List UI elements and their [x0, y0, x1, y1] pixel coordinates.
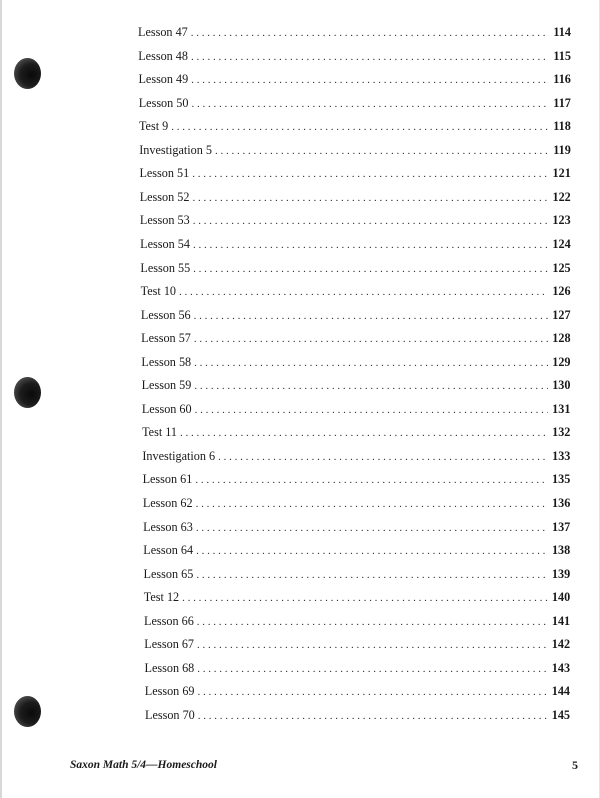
toc-entry-page: 122 — [552, 189, 571, 204]
dot-leader — [171, 117, 549, 137]
dot-leader — [182, 588, 548, 608]
toc-entry — [138, 46, 571, 66]
toc-entry — [143, 493, 570, 513]
dot-leader — [215, 141, 549, 161]
dot-leader — [197, 659, 548, 679]
toc-entry-label: Lesson 50 — [138, 95, 189, 110]
dot-leader — [198, 682, 548, 702]
toc-entry-page: 140 — [551, 590, 571, 605]
toc-entry-page: 143 — [551, 660, 571, 675]
book-title: Saxon Math 5/4—Homeschool — [70, 759, 217, 771]
toc-entry-page: 128 — [552, 331, 571, 346]
toc-entry-label: Test 11 — [142, 425, 178, 440]
toc-entry-label: Investigation 6 — [142, 448, 216, 463]
dot-leader — [192, 164, 548, 184]
toc-entry-label: Lesson 67 — [144, 637, 195, 652]
dot-leader — [180, 423, 548, 443]
dot-leader — [192, 188, 548, 208]
toc-entry-page: 117 — [553, 95, 571, 110]
toc-entry — [144, 564, 571, 584]
dot-leader — [196, 518, 548, 538]
toc-entry-label: Test 9 — [138, 119, 169, 134]
toc-entry-page: 124 — [552, 236, 571, 251]
toc-entry-label: Lesson 56 — [140, 307, 191, 322]
dot-leader — [194, 329, 548, 349]
toc-entry-label: Lesson 60 — [141, 401, 192, 416]
toc-entry-label: Test 10 — [140, 284, 177, 299]
toc-entry-page: 123 — [552, 213, 571, 228]
toc-entry — [140, 187, 571, 207]
toc-entry-label: Lesson 63 — [143, 519, 193, 534]
toc-entry — [145, 658, 571, 678]
toc-entry-page: 137 — [551, 519, 571, 534]
dot-leader — [191, 70, 549, 90]
toc-entry-page: 144 — [551, 684, 571, 699]
toc-entry-label: Lesson 68 — [144, 660, 195, 675]
toc-entry-label: Lesson 57 — [141, 331, 191, 346]
dot-leader — [191, 94, 549, 114]
dot-leader — [218, 447, 548, 467]
toc-entry-label: Lesson 70 — [145, 707, 195, 722]
toc-entry-label: Lesson 47 — [138, 25, 188, 39]
page-number: 5 — [572, 758, 578, 772]
dot-leader — [196, 541, 548, 561]
dot-leader — [193, 211, 549, 231]
toc-entry-label: Lesson 52 — [139, 189, 190, 204]
toc-entry — [138, 69, 570, 89]
toc-entry — [139, 140, 571, 160]
toc-entry — [141, 328, 570, 348]
toc-entry-label: Lesson 65 — [143, 566, 194, 581]
toc-entry-page: 127 — [552, 307, 571, 322]
punch-hole-icon — [14, 377, 41, 408]
toc-entry — [143, 517, 570, 537]
toc-entry — [144, 634, 570, 654]
toc-entry-label: Lesson 61 — [142, 472, 193, 487]
dot-leader — [196, 494, 548, 514]
toc-entry-page: 141 — [551, 613, 571, 628]
toc-entry-page: 121 — [552, 166, 571, 181]
toc-entry-page: 136 — [552, 496, 571, 510]
toc-entry — [140, 210, 571, 230]
toc-entry-label: Lesson 54 — [140, 236, 190, 251]
toc-entry-page: 142 — [551, 637, 571, 652]
toc-entry — [145, 705, 570, 725]
toc-entry-page: 135 — [552, 472, 571, 487]
toc-entry-page: 132 — [552, 425, 571, 440]
toc-entry — [144, 611, 570, 631]
dot-leader — [194, 306, 549, 326]
page-edge — [0, 0, 2, 798]
dot-leader — [195, 400, 549, 420]
toc-entry-page: 125 — [552, 260, 571, 275]
toc-entry-page: 131 — [552, 401, 571, 416]
toc-entry-page: 133 — [552, 448, 571, 463]
toc-entry-label: Lesson 66 — [144, 613, 194, 628]
toc-entry-page: 139 — [551, 566, 571, 581]
toc-entry — [142, 422, 570, 442]
dot-leader — [197, 612, 548, 632]
dot-leader — [195, 470, 548, 490]
punch-hole-icon — [14, 58, 41, 89]
toc-entry-label: Lesson 64 — [143, 543, 194, 558]
dot-leader — [193, 259, 548, 279]
dot-leader — [194, 376, 548, 396]
toc-entry-page: 129 — [552, 354, 571, 369]
toc-entry — [139, 163, 570, 183]
toc-entry — [140, 258, 570, 278]
toc-entry-label: Lesson 59 — [141, 378, 192, 393]
toc-entry — [140, 234, 571, 254]
dot-leader — [193, 235, 548, 255]
toc-entry-label: Investigation 5 — [139, 142, 212, 157]
toc-entry — [141, 352, 570, 372]
toc-entry — [141, 305, 571, 325]
toc-entry-label: Lesson 53 — [139, 213, 190, 228]
toc-entry-label: Lesson 51 — [139, 166, 190, 181]
toc-entry — [142, 399, 571, 419]
toc-entry-page: 114 — [553, 25, 571, 39]
toc-entry-page: 119 — [553, 142, 571, 157]
toc-entry-page: 116 — [553, 72, 571, 87]
toc-entry — [143, 469, 571, 489]
toc-entry-page: 115 — [553, 48, 571, 63]
toc-entry-page: 126 — [552, 284, 571, 299]
toc-entry — [139, 93, 571, 113]
dot-leader — [196, 565, 548, 585]
toc-entry-label: Lesson 55 — [140, 260, 191, 275]
toc-entry-label: Lesson 48 — [138, 48, 188, 63]
toc-entry-page: 138 — [551, 543, 571, 558]
toc-entry-page: 145 — [551, 707, 570, 722]
toc-entry-label: Test 12 — [143, 590, 180, 605]
dot-leader — [194, 353, 548, 373]
toc-entry — [144, 587, 570, 607]
toc-entry-label: Lesson 62 — [142, 496, 193, 510]
toc-entry-label: Lesson 49 — [138, 72, 189, 87]
toc-entry — [139, 116, 571, 136]
toc-entry — [145, 681, 570, 701]
toc-entry-page: 130 — [552, 378, 571, 393]
punch-hole-icon — [14, 696, 41, 727]
dot-leader — [197, 635, 548, 655]
toc-entry-label: Lesson 69 — [144, 684, 195, 699]
toc-entry-label: Lesson 58 — [141, 354, 192, 369]
toc-entry — [143, 540, 570, 560]
toc-entry — [142, 446, 570, 466]
dot-leader — [179, 282, 548, 302]
dot-leader — [198, 706, 548, 726]
dot-leader — [191, 23, 550, 43]
toc-entry — [142, 375, 571, 395]
toc-entry-page: 118 — [553, 119, 571, 134]
dot-leader — [191, 47, 549, 67]
toc-entry — [138, 22, 571, 42]
toc-entry — [141, 281, 571, 301]
